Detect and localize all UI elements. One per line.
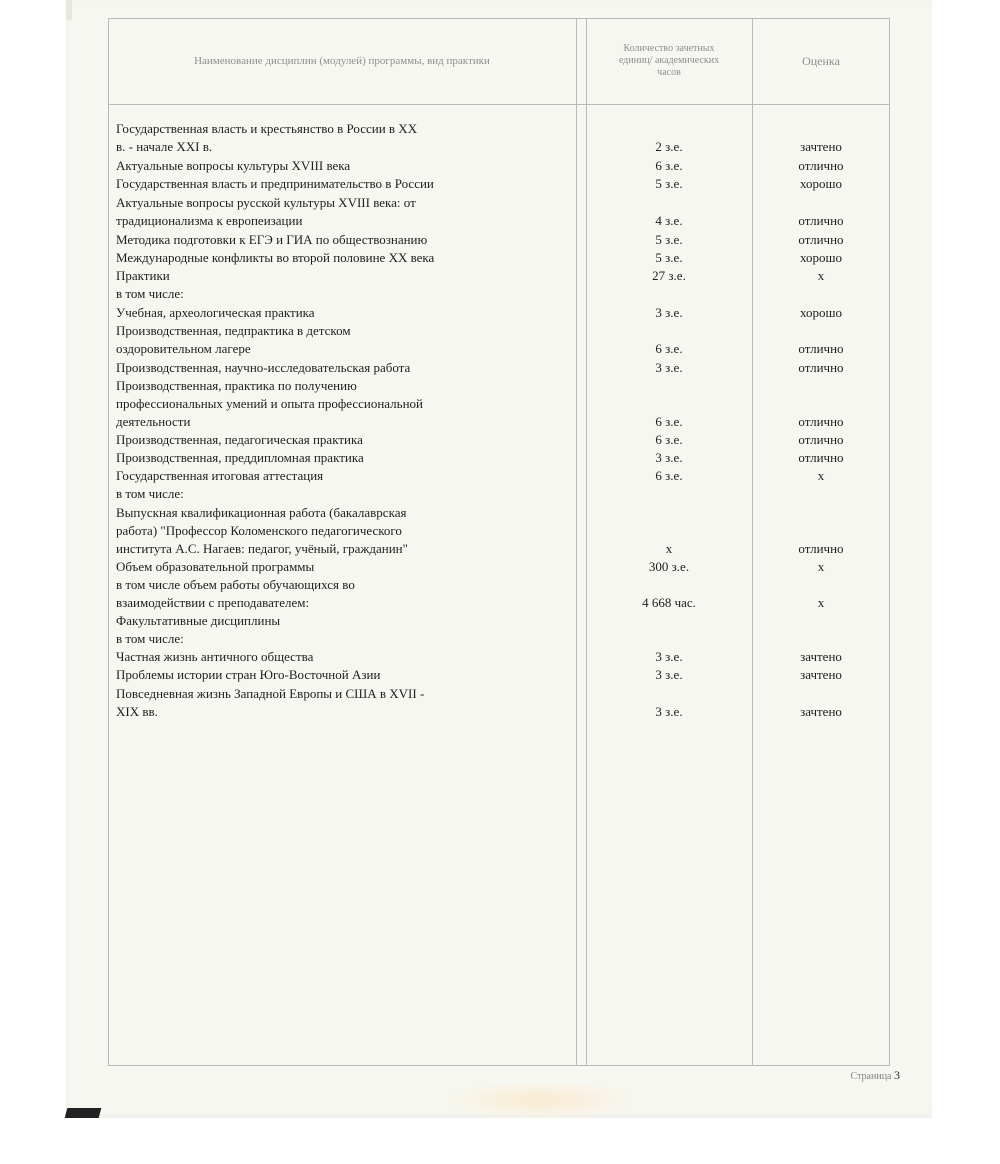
grade: x — [817, 268, 825, 283]
grade: x — [817, 595, 825, 610]
credit-units: 3 з.е. — [655, 667, 683, 682]
credit-units: 6 з.е. — [655, 341, 683, 356]
discipline-name: Частная жизнь античного общества — [116, 649, 314, 664]
grade: отлично — [798, 341, 844, 356]
discipline-name: Практики — [116, 268, 170, 283]
discipline-name: Факультативные дисциплины — [116, 613, 281, 628]
discipline-name: Проблемы истории стран Юго-Восточной Азии — [116, 667, 381, 682]
grade: зачтено — [800, 139, 842, 154]
page-number: 3 — [894, 1068, 900, 1082]
discipline-name: Государственная власть и крестьянство в России в XX в. - начале XXI в. — [116, 121, 418, 154]
discipline-name: в том числе: — [116, 486, 184, 501]
credit-units: 6 з.е. — [655, 468, 683, 483]
grade: отлично — [798, 432, 844, 447]
discipline-name: в том числе: — [116, 631, 184, 646]
discipline-name: Учебная, археологическая практика — [116, 305, 315, 320]
discipline-name: Производственная, практика по получению профессиональных умений и опыта профессиональной деятельности — [116, 378, 424, 429]
grade: отлично — [798, 450, 844, 465]
header-discipline-name: Наименование дисциплин (модулей) программы, вид практики — [194, 55, 490, 67]
credit-units: 3 з.е. — [655, 305, 683, 320]
credit-units: 3 з.е. — [655, 649, 683, 664]
discipline-name: Производственная, педпрактика в детском оздоровительном лагере — [116, 323, 351, 356]
credit-units: 3 з.е. — [655, 360, 683, 375]
discipline-name: Повседневная жизнь Западной Европы и США в XVII - XIX вв. — [116, 686, 425, 719]
credit-units: 4 з.е. — [655, 213, 683, 228]
credit-units: 300 з.е. — [648, 559, 690, 574]
discipline-name: в том числе объем работы обучающихся во взаимодействии с преподавателем: — [116, 577, 355, 610]
discipline-name: Актуальные вопросы русской культуры XVIII века: от традиционализма к европеизации — [116, 195, 416, 228]
discipline-name: Актуальные вопросы культуры XVIII века — [116, 158, 351, 173]
grade: отлично — [798, 541, 844, 556]
credit-units: 4 668 час. — [642, 595, 696, 610]
credit-units: x — [665, 541, 673, 556]
grade: x — [817, 468, 825, 483]
header-grade: Оценка — [802, 53, 840, 68]
credit-units: 6 з.е. — [655, 158, 683, 173]
discipline-name: в том числе: — [116, 286, 184, 301]
credit-units: 3 з.е. — [655, 450, 683, 465]
credit-units: 2 з.е. — [655, 139, 683, 154]
discipline-name: Объем образовательной программы — [116, 559, 315, 574]
discipline-name: Выпускная квалификационная работа (бакалаврская работа) "Профессор Коломенского педагогического института А.С. Нагаев: педагог, учёный, гражданин" — [116, 505, 408, 556]
paper-stain — [440, 1080, 640, 1120]
discipline-name: Производственная, педагогическая практика — [116, 432, 363, 447]
grade: зачтено — [800, 704, 842, 719]
page-footer — [820, 1068, 900, 1083]
grade: хорошо — [799, 250, 842, 265]
header-credit-units: Количество зачетных единиц/ академических часов — [618, 43, 720, 78]
credit-units: 27 з.е. — [652, 268, 686, 283]
discipline-name: Производственная, преддипломная практика — [116, 450, 364, 465]
credit-units: 5 з.е. — [655, 250, 683, 265]
column-divider-1 — [576, 18, 577, 1066]
credit-units: 5 з.е. — [655, 232, 683, 247]
credit-units: 6 з.е. — [655, 414, 683, 429]
binding-edge — [66, 0, 72, 20]
binding-corner — [65, 1108, 102, 1118]
grade: отлично — [798, 414, 844, 429]
grade: отлично — [798, 232, 844, 247]
discipline-name: Международные конфликты во второй половине XX века — [116, 250, 435, 265]
page-label: Страница — [850, 1071, 892, 1082]
credit-units: 3 з.е. — [655, 704, 683, 719]
grade: отлично — [798, 158, 844, 173]
credit-units: 5 з.е. — [655, 176, 683, 191]
grade: отлично — [798, 360, 844, 375]
discipline-name: Методика подготовки к ЕГЭ и ГИА по обществознанию — [116, 232, 428, 247]
discipline-name: Производственная, научно-исследовательская работа — [116, 360, 411, 375]
grade: хорошо — [799, 176, 842, 191]
grade: зачтено — [800, 667, 842, 682]
grade: зачтено — [800, 649, 842, 664]
discipline-name: Государственная власть и предпринимательство в России — [116, 176, 434, 191]
credit-units: 6 з.е. — [655, 432, 683, 447]
grade: отлично — [798, 213, 844, 228]
discipline-name: Государственная итоговая аттестация — [116, 468, 324, 483]
header-divider — [108, 104, 890, 105]
grade: x — [817, 559, 825, 574]
grade: хорошо — [799, 305, 842, 320]
